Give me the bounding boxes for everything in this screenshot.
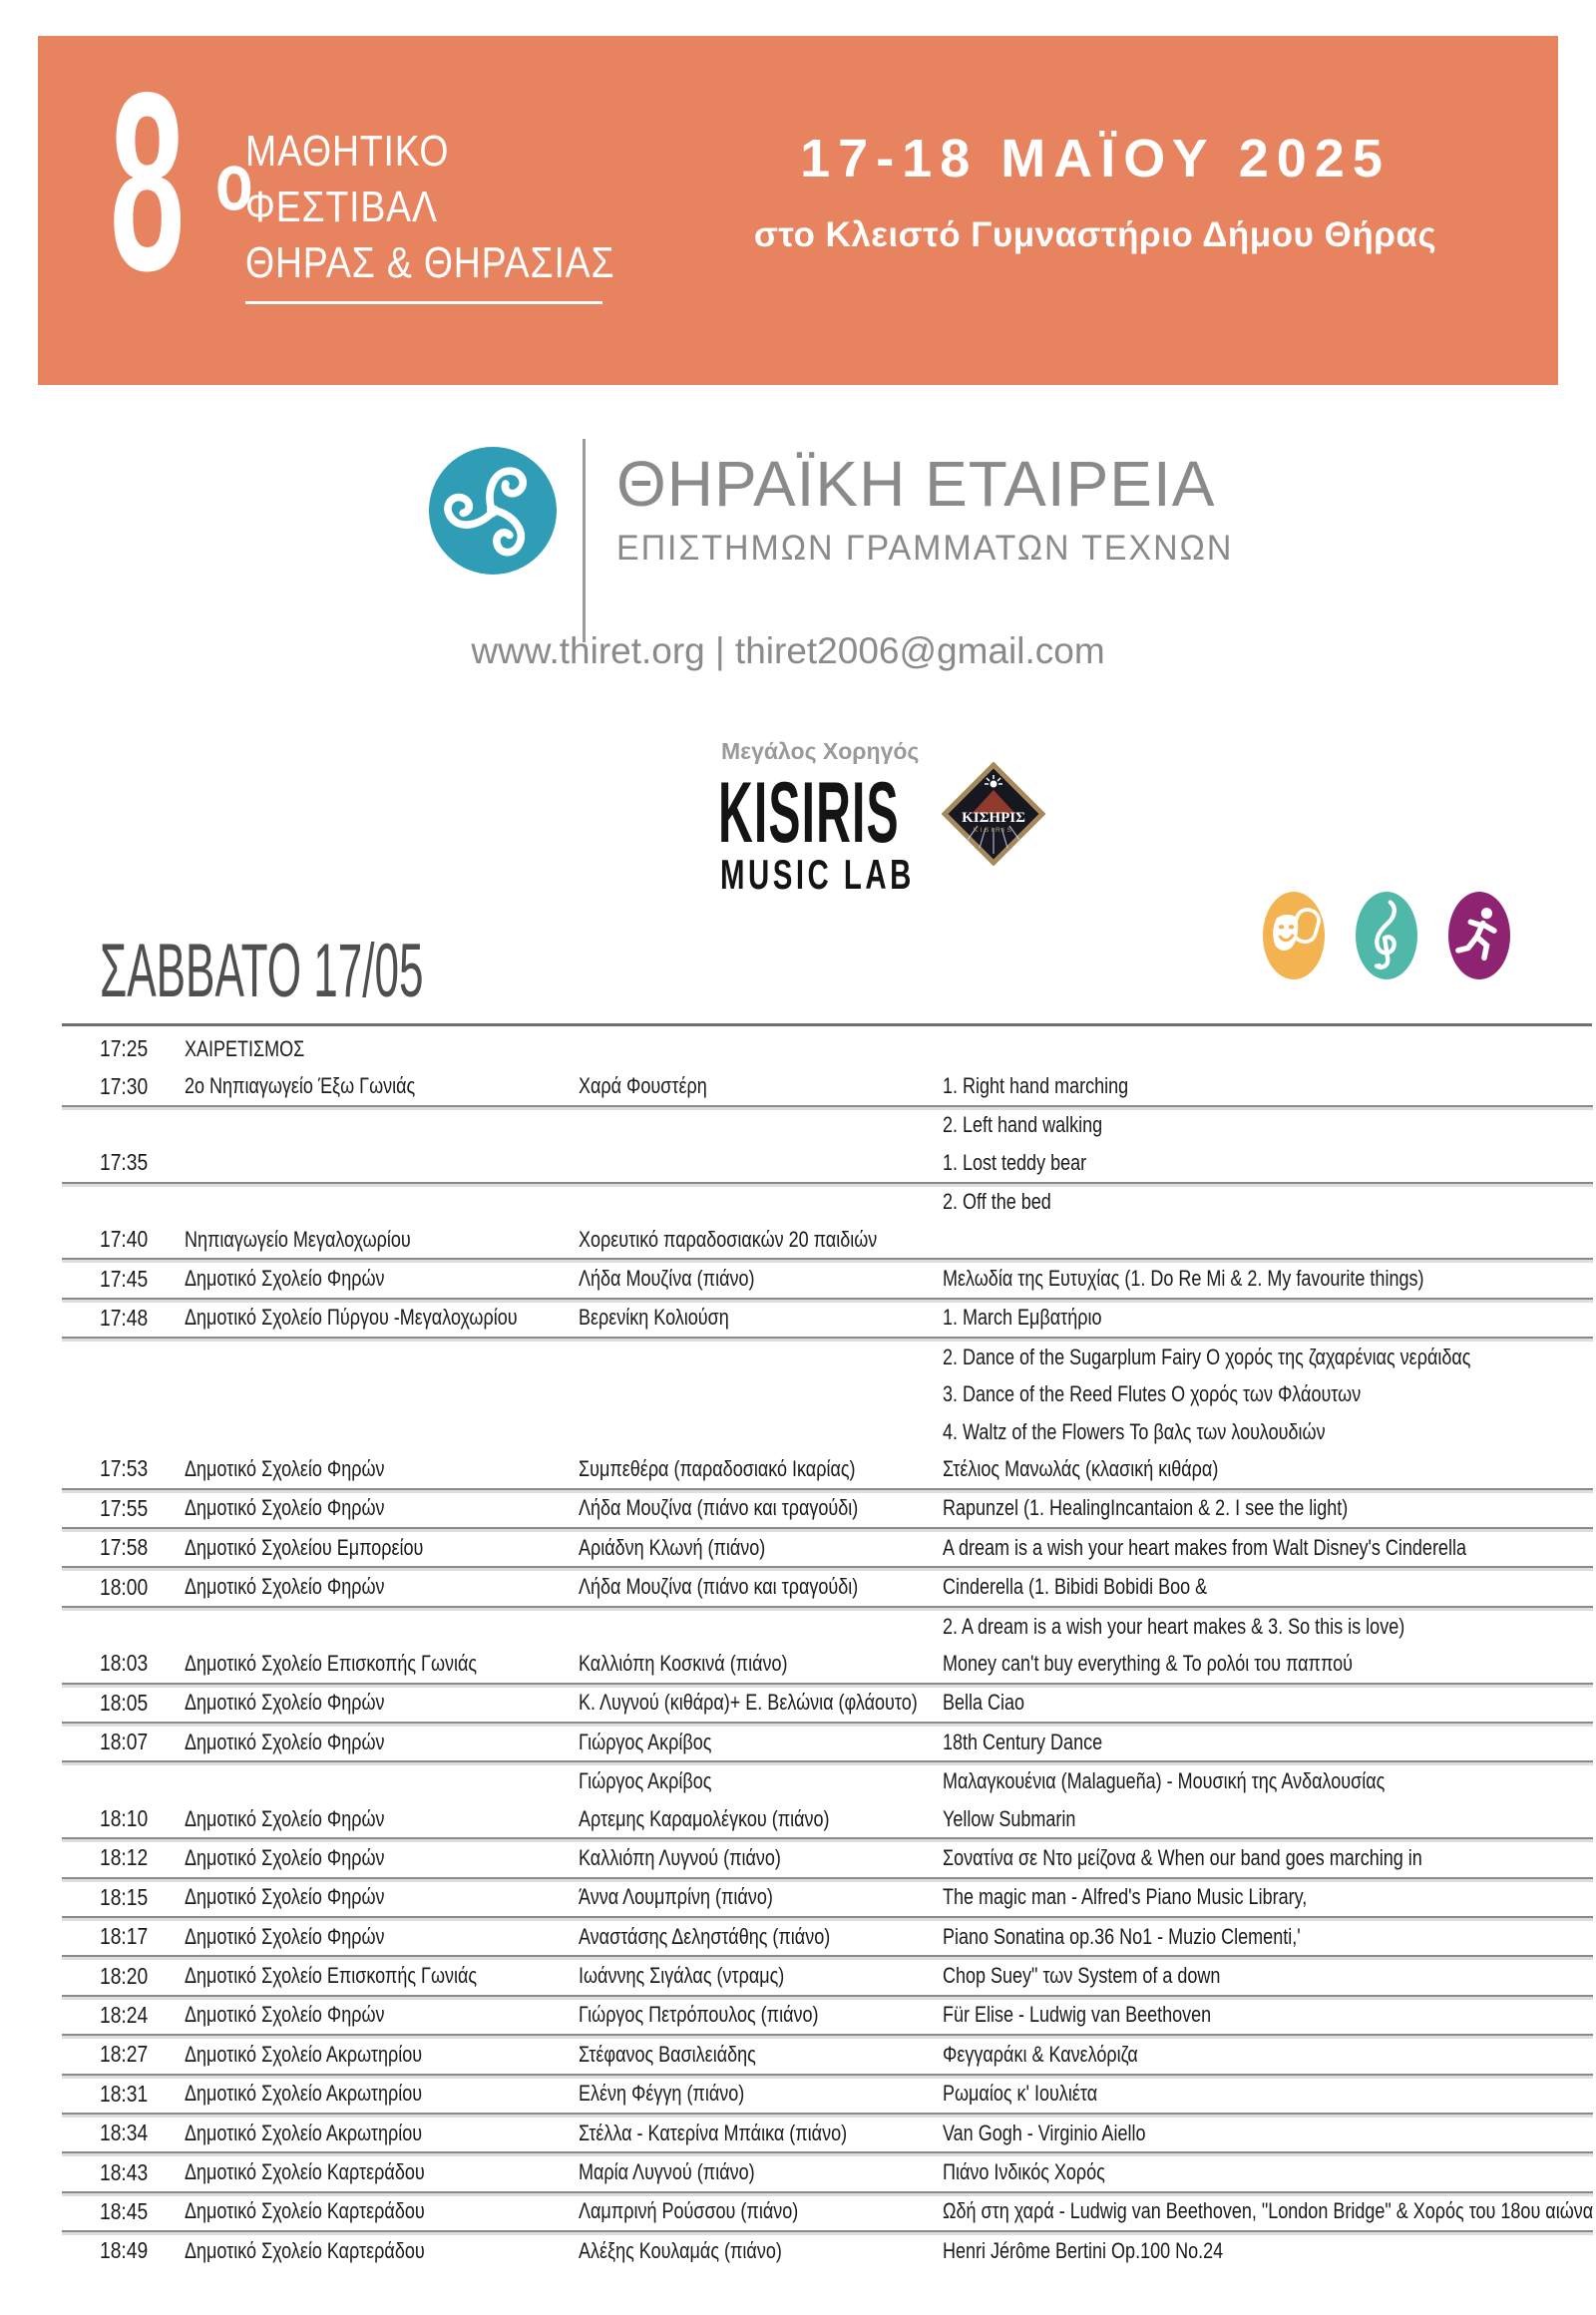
cell-school xyxy=(185,1423,579,1441)
cell-time xyxy=(62,1423,185,1441)
piece-text: Στέλιος Μανωλάς (κλασική κιθάρα) xyxy=(943,1455,1219,1481)
event-date: 17-18 ΜΑΪΟΥ 2025 xyxy=(800,129,1391,189)
cell-school xyxy=(185,2081,579,2107)
cell-performer xyxy=(579,1456,943,1482)
cell-school xyxy=(185,1349,579,1366)
cell-time xyxy=(62,1035,185,1062)
performer-text: Στέλλα - Κατερίνα Μπάικα (πιάνο) xyxy=(579,2120,848,2145)
cell-time xyxy=(62,1690,185,1717)
cell-piece xyxy=(943,1884,1593,1910)
table-row xyxy=(62,1413,1593,1450)
event-date-block xyxy=(696,128,1494,255)
cell-piece xyxy=(943,1150,1593,1176)
logo-divider xyxy=(583,439,586,642)
badge-latin-text: KISIRIS xyxy=(973,827,1014,834)
table-row xyxy=(62,1490,1593,1529)
time-text: 17:48 xyxy=(100,1304,149,1331)
time-text: 18:31 xyxy=(100,2080,149,2107)
school-text: Δημοτικό Σχολείο Καρτεράδου xyxy=(185,2198,425,2224)
cell-school xyxy=(185,1036,579,1062)
cell-school xyxy=(185,1154,579,1172)
school-text: Δημοτικό Σχολείο Φηρών xyxy=(185,2002,385,2028)
piece-text: Van Gogh - Virginio Aiello xyxy=(943,2120,1146,2145)
school-text: Δημοτικό Σχολείο Φηρών xyxy=(185,1455,385,1481)
cell-piece xyxy=(943,1845,1593,1871)
performer-text: Ιωάννης Σιγάλας (ντραμς) xyxy=(579,1963,785,1989)
piece-text: Bella Ciao xyxy=(943,1690,1025,1716)
cell-performer xyxy=(579,2042,943,2068)
treble-clef-icon xyxy=(1356,892,1417,979)
cell-performer xyxy=(579,1806,943,1832)
triskelion-logo-icon xyxy=(429,447,557,575)
cell-school xyxy=(185,2198,579,2224)
cell-time xyxy=(62,1650,185,1677)
cell-performer xyxy=(579,2238,943,2264)
cell-piece xyxy=(943,1690,1593,1716)
piece-text: Henri Jérôme Bertini Op.100 No.24 xyxy=(943,2237,1224,2263)
cell-school xyxy=(185,2002,579,2028)
cell-school xyxy=(185,1651,579,1677)
time-text: 18:05 xyxy=(100,1689,149,1716)
cell-time xyxy=(62,1116,185,1134)
cell-performer xyxy=(579,1349,943,1366)
table-row xyxy=(62,2153,1593,2192)
school-text: Δημοτικό Σχολείο Επισκοπής Γωνιάς xyxy=(185,1650,478,1676)
day-heading-rule xyxy=(62,1023,1592,1026)
time-text: 17:35 xyxy=(100,1149,149,1176)
time-text: 18:10 xyxy=(100,1805,149,1831)
school-text: Δημοτικό Σχολείο Ακρωτηρίου xyxy=(185,2041,423,2067)
piece-text: Chop Suey" των System of a down xyxy=(943,1963,1221,1989)
time-text: 18:07 xyxy=(100,1729,149,1755)
cell-performer xyxy=(579,2121,943,2146)
piece-text: 2. A dream is a wish your heart makes & 3. So this is love) xyxy=(943,1613,1405,1639)
table-row xyxy=(62,1685,1593,1724)
time-text: 17:45 xyxy=(100,1265,149,1292)
cell-time xyxy=(62,2041,185,2068)
piece-text: Σονατίνα σε Ντο μείζονα & When our band goes marching in xyxy=(943,1844,1422,1870)
table-row xyxy=(62,1608,1593,1645)
cell-piece xyxy=(943,2198,1596,2224)
table-row xyxy=(62,1300,1593,1339)
piece-text: The magic man - Alfred's Piano Music Library, xyxy=(943,1884,1308,1910)
cell-time xyxy=(62,1385,185,1403)
cell-time xyxy=(62,1534,185,1561)
school-text: Νηπιαγωγείο Μεγαλοχωρίου xyxy=(185,1226,411,1252)
table-row xyxy=(62,2036,1593,2075)
cell-performer xyxy=(579,1574,943,1600)
cell-school xyxy=(185,1305,579,1331)
cell-performer xyxy=(579,1768,943,1794)
cell-performer xyxy=(579,1924,943,1950)
school-text: Δημοτικό Σχολείο Καρτεράδου xyxy=(185,2237,425,2263)
table-row xyxy=(62,1645,1593,1684)
piece-text: 4. Waltz of the Flowers Το βαλς των λουλουδιών xyxy=(943,1418,1326,1444)
cell-time xyxy=(62,1266,185,1293)
table-row xyxy=(62,1529,1593,1568)
table-row xyxy=(62,1184,1593,1221)
cell-performer xyxy=(579,2002,943,2028)
time-text: 18:20 xyxy=(100,1962,149,1989)
time-text: 18:03 xyxy=(100,1650,149,1677)
organization-name: ΘΗΡΑΪΚΗ ΕΤΑΙΡΕΙΑ xyxy=(616,448,1216,520)
performer-text: Καλλιόπη Κοσκινά (πιάνο) xyxy=(579,1650,788,1676)
festival-title-line2: ΦΕΣΤΙΒΑΛ xyxy=(245,183,438,231)
time-text: 18:49 xyxy=(100,2237,149,2264)
time-text: 17:53 xyxy=(100,1455,149,1482)
table-row xyxy=(62,2076,1593,2115)
cell-performer xyxy=(579,1730,943,1755)
cell-piece xyxy=(943,1305,1593,1331)
cell-school xyxy=(185,1690,579,1716)
performer-text: Λήδα Μουζίνα (πιάνο και τραγούδι) xyxy=(579,1574,859,1600)
cell-time xyxy=(62,1149,185,1176)
cell-performer xyxy=(579,1040,943,1058)
table-row xyxy=(62,1376,1593,1413)
table-row xyxy=(62,1030,1593,1067)
cell-performer xyxy=(579,1618,943,1636)
performer-text: Γιώργος Ακρίβος xyxy=(579,1729,712,1754)
cell-performer xyxy=(579,1073,943,1099)
table-row xyxy=(62,1568,1593,1607)
badge-greek-text: ΚΙΣΗΡΙΣ xyxy=(962,810,1025,826)
school-text: Δημοτικό Σχολείο Ακρωτηρίου xyxy=(185,2120,423,2145)
cell-piece xyxy=(943,1924,1593,1950)
cell-piece xyxy=(943,1073,1593,1099)
cell-performer xyxy=(579,2081,943,2107)
cell-school xyxy=(185,1456,579,1482)
cell-piece xyxy=(943,1345,1596,1370)
cell-school xyxy=(185,2121,579,2146)
cell-time xyxy=(62,2120,185,2146)
cell-piece xyxy=(943,1189,1593,1215)
performer-text: Άννα Λουμπρίνη (πιάνο) xyxy=(579,1884,773,1910)
piece-text: A dream is a wish your heart makes from Walt Disney's Cinderella xyxy=(943,1534,1466,1560)
cell-piece xyxy=(943,1112,1593,1138)
cell-performer xyxy=(579,1385,943,1403)
cell-school xyxy=(185,1227,579,1253)
piece-text: 2. Off the bed xyxy=(943,1189,1051,1215)
cell-piece xyxy=(943,1419,1593,1445)
time-text: 18:24 xyxy=(100,2001,149,2028)
cell-performer xyxy=(579,1227,943,1253)
piece-text: Rapunzel (1. HealingIncantaion & 2. I see the light) xyxy=(943,1495,1349,1521)
performer-text: Στέφανος Βασιλειάδης xyxy=(579,2041,756,2067)
table-row xyxy=(62,2232,1593,2269)
cell-piece xyxy=(943,2238,1593,2264)
table-row xyxy=(62,1997,1593,2036)
piece-text: 18th Century Dance xyxy=(943,1729,1103,1754)
cell-piece xyxy=(943,2042,1593,2068)
table-row xyxy=(62,1918,1593,1957)
cell-school xyxy=(185,1845,579,1871)
table-row xyxy=(62,1450,1593,1489)
cell-time xyxy=(62,1844,185,1871)
cell-piece xyxy=(943,1614,1593,1640)
performer-text: Λήδα Μουζίνα (πιάνο και τραγούδι) xyxy=(579,1495,859,1521)
title-underline xyxy=(245,301,602,304)
cell-performer xyxy=(579,1305,943,1331)
cell-piece xyxy=(943,2121,1593,2146)
cell-performer xyxy=(579,1690,943,1716)
cell-performer xyxy=(579,1884,943,1910)
table-row xyxy=(62,1762,1593,1799)
school-text: Δημοτικό Σχολείο Φηρών xyxy=(185,1729,385,1754)
time-text: 17:25 xyxy=(100,1035,149,1062)
cell-school xyxy=(185,2042,579,2068)
festival-title xyxy=(245,124,614,291)
performer-text: Ελένη Φέγγη (πιάνο) xyxy=(579,2081,745,2107)
cell-school xyxy=(185,2159,579,2185)
school-text: Δημοτικό Σχολείο Επισκοπής Γωνιάς xyxy=(185,1963,478,1989)
cell-piece xyxy=(943,2002,1593,2028)
school-text: Δημοτικό Σχολείο Ακρωτηρίου xyxy=(185,2081,423,2107)
cell-school xyxy=(185,1073,579,1099)
cell-time xyxy=(62,1495,185,1522)
performer-text: Λήδα Μουζίνα (πιάνο) xyxy=(579,1266,755,1292)
piece-text: 1. Lost teddy bear xyxy=(943,1149,1087,1175)
school-text: Δημοτικό Σχολείο Φηρών xyxy=(185,1574,385,1600)
cell-performer xyxy=(579,1423,943,1441)
table-row xyxy=(62,2115,1593,2153)
cell-school xyxy=(185,1730,579,1755)
cell-piece xyxy=(943,1535,1596,1561)
cell-school xyxy=(185,1266,579,1292)
piece-text: Cinderella (1. Bibidi Bobidi Boo & xyxy=(943,1574,1208,1600)
cell-time xyxy=(62,2237,185,2264)
performer-text: Χαρά Φουστέρη xyxy=(579,1073,707,1099)
cell-piece xyxy=(943,2081,1593,2107)
kisiris-badge-icon xyxy=(942,762,1045,871)
time-text: 17:30 xyxy=(100,1072,149,1099)
table-row xyxy=(62,2193,1593,2232)
performer-text: Βερενίκη Κολιούση xyxy=(579,1305,729,1331)
school-text: Δημοτικό Σχολείο Φηρών xyxy=(185,1884,385,1910)
school-text: Δημοτικό Σχολείο Φηρών xyxy=(185,1690,385,1716)
cell-performer xyxy=(579,1154,943,1172)
piece-text: Yellow Submarin xyxy=(943,1805,1076,1831)
organization-subtitle: ΕΠΙΣΤΗΜΩΝ ΓΡΑΜΜΑΤΩΝ ΤΕΧΝΩΝ xyxy=(616,529,1234,568)
cell-time xyxy=(62,1349,185,1366)
piece-text: Μαλαγκουένια (Malagueña) - Μουσική της Ανδαλουσίας xyxy=(943,1768,1386,1794)
cell-piece xyxy=(943,1495,1593,1521)
school-text: ΧΑΙΡΕΤΙΣΜΟΣ xyxy=(185,1035,305,1061)
cell-time xyxy=(62,1305,185,1332)
cell-performer xyxy=(579,1116,943,1134)
school-text: Δημοτικό Σχολείο Φηρών xyxy=(185,1495,385,1521)
cell-performer xyxy=(579,1495,943,1521)
table-row xyxy=(62,1107,1593,1144)
time-text: 18:27 xyxy=(100,2041,149,2068)
cell-time xyxy=(62,1805,185,1832)
performer-text: Γιώργος Πετρόπουλος (πιάνο) xyxy=(579,2002,819,2028)
cell-time xyxy=(62,1618,185,1636)
cell-piece xyxy=(943,1963,1593,1989)
time-text: 18:00 xyxy=(100,1573,149,1600)
cell-school xyxy=(185,1884,579,1910)
edition-number: 8 xyxy=(110,40,186,324)
school-text: Δημοτικό Σχολείο Καρτεράδου xyxy=(185,2159,425,2185)
cell-school xyxy=(185,1495,579,1521)
piece-text: Μελωδία της Ευτυχίας (1. Do Re Mi & 2. My favourite things) xyxy=(943,1266,1424,1292)
cell-school xyxy=(185,1618,579,1636)
cell-time xyxy=(62,2159,185,2186)
performer-text: Μαρία Λυγνού (πιάνο) xyxy=(579,2159,755,2185)
cell-performer xyxy=(579,1651,943,1677)
cell-time xyxy=(62,1923,185,1950)
sponsor-brand-subtitle: MUSIC LAB xyxy=(720,851,915,898)
table-row xyxy=(62,1260,1593,1299)
cell-piece xyxy=(943,1040,1593,1058)
performer-text: Λαμπρινή Ρούσσου (πιάνο) xyxy=(579,2198,799,2224)
cell-time xyxy=(62,1729,185,1755)
cell-piece xyxy=(943,1231,1593,1249)
cell-piece xyxy=(943,1574,1593,1600)
cell-school xyxy=(185,2238,579,2264)
cell-piece xyxy=(943,1730,1593,1755)
performer-text: Αναστάσης Δεληστάθης (πιάνο) xyxy=(579,1923,831,1949)
performer-text: Αλέξης Κουλαμάς (πιάνο) xyxy=(579,2237,782,2263)
cell-school xyxy=(185,1193,579,1211)
time-text: 18:34 xyxy=(100,2120,149,2146)
cell-school xyxy=(185,1385,579,1403)
piece-text: Piano Sonatina op.36 No1 - Muzio Clementi,' xyxy=(943,1923,1301,1949)
piece-text: 2. Left hand walking xyxy=(943,1112,1103,1138)
school-text: Δημοτικό Σχολείο Πύργου -Μεγαλοχωρίου xyxy=(185,1305,518,1331)
piece-text: 2. Dance of the Sugarplum Fairy Ο χορός της ζαχαρένιας νεράιδας xyxy=(943,1344,1471,1369)
school-text: Δημοτικό Σχολείο Φηρών xyxy=(185,1844,385,1870)
performer-text: Αρτεμης Καραμολέγκου (πιάνο) xyxy=(579,1805,830,1831)
time-text: 17:58 xyxy=(100,1534,149,1561)
event-venue: στο Κλειστό Γυμναστήριο Δήμου Θήρας xyxy=(753,215,1437,254)
cell-time xyxy=(62,1073,185,1100)
table-row xyxy=(62,1800,1593,1839)
cell-performer xyxy=(579,2159,943,2185)
piece-text: Ρωμαίος κ' Ιουλιέτα xyxy=(943,2081,1098,2107)
cell-school xyxy=(185,1963,579,1989)
sponsor-label: Μεγάλος Χορηγός xyxy=(721,738,920,764)
piece-text: 1. Right hand marching xyxy=(943,1073,1129,1099)
day-heading: ΣΑΒΒΑΤΟ 17/05 xyxy=(100,929,424,1013)
performer-text: Γιώργος Ακρίβος xyxy=(579,1768,712,1794)
cell-performer xyxy=(579,2198,943,2224)
time-text: 17:40 xyxy=(100,1226,149,1253)
festival-title-line1: ΜΑΘΗΤΙΚΟ xyxy=(245,127,450,176)
schedule-table xyxy=(62,1030,1593,2270)
cell-time xyxy=(62,1772,185,1790)
time-text: 18:12 xyxy=(100,1844,149,1871)
sponsor-brand-name: KISIRIS xyxy=(718,765,900,861)
cell-piece xyxy=(943,1266,1593,1292)
cell-performer xyxy=(579,1193,943,1211)
piece-text: 1. March Εμβατήριο xyxy=(943,1305,1102,1331)
edition-ordinal: ο xyxy=(215,137,253,227)
piece-text: Πιάνο Ινδικός Χορός xyxy=(943,2159,1105,2185)
performer-text: Κ. Λυγνού (κιθάρα)+ Ε. Βελώνια (φλάουτο) xyxy=(579,1690,918,1716)
dancer-icon xyxy=(1448,892,1510,979)
table-row xyxy=(62,1724,1593,1762)
cell-performer xyxy=(579,1963,943,1989)
piece-text: Φεγγαράκι & Κανελόριζα xyxy=(943,2041,1138,2067)
cell-school xyxy=(185,1574,579,1600)
table-row xyxy=(62,1221,1593,1260)
cell-time xyxy=(62,2002,185,2029)
cell-time xyxy=(62,2198,185,2225)
cell-school xyxy=(185,1772,579,1790)
piece-text: Für Elise - Ludwig van Beethoven xyxy=(943,2002,1212,2028)
piece-text: 3. Dance of the Reed Flutes Ο χορός των Φλάουτων xyxy=(943,1381,1362,1407)
cell-piece xyxy=(943,1456,1593,1482)
performer-text: Συμπεθέρα (παραδοσιακό Ικαρίας) xyxy=(579,1455,856,1481)
cell-school xyxy=(185,1924,579,1950)
table-row xyxy=(62,1839,1593,1878)
time-text: 18:15 xyxy=(100,1883,149,1910)
school-text: Δημοτικό Σχολείου Εμπορείου xyxy=(185,1534,424,1560)
theater-masks-icon xyxy=(1263,892,1325,979)
cell-piece xyxy=(943,1806,1593,1832)
cell-piece xyxy=(943,2159,1593,2185)
festival-header-banner xyxy=(38,36,1558,385)
cell-piece xyxy=(943,1651,1593,1677)
table-row xyxy=(62,1144,1593,1183)
time-text: 17:55 xyxy=(100,1494,149,1521)
cell-time xyxy=(62,1193,185,1211)
table-row xyxy=(62,1879,1593,1918)
cell-performer xyxy=(579,1535,943,1561)
cell-school xyxy=(185,1806,579,1832)
time-text: 18:17 xyxy=(100,1923,149,1950)
cell-time xyxy=(62,1884,185,1911)
performer-text: Καλλιόπη Λυγνού (πιάνο) xyxy=(579,1844,781,1870)
cell-performer xyxy=(579,1845,943,1871)
piece-text: Ωδή στη χαρά - Ludwig van Beethoven, "London Bridge" & Χορός του 18ου αιώνα xyxy=(943,2198,1594,2224)
performer-text: Αριάδνη Κλωνή (πιάνο) xyxy=(579,1534,766,1560)
cell-piece xyxy=(943,1381,1593,1407)
cell-school xyxy=(185,1535,579,1561)
performer-text: Χορευτικό παραδοσιακών 20 παιδιών xyxy=(579,1226,878,1252)
organization-contact[interactable]: www.thiret.org | thiret2006@gmail.com xyxy=(471,630,1105,671)
school-text: Δημοτικό Σχολείο Φηρών xyxy=(185,1923,385,1949)
table-row xyxy=(62,1957,1593,1996)
cell-piece xyxy=(943,1768,1593,1794)
table-row xyxy=(62,1067,1593,1106)
school-text: Δημοτικό Σχολείο Φηρών xyxy=(185,1266,385,1292)
piece-text: Money can't buy everything & Το ρολόι του παππού xyxy=(943,1650,1353,1676)
festival-title-line3: ΘΗΡΑΣ & ΘΗΡΑΣΙΑΣ xyxy=(245,238,615,287)
time-text: 18:45 xyxy=(100,2197,149,2224)
time-text: 18:43 xyxy=(100,2158,149,2185)
school-text: 2ο Νηπιαγωγείο Έξω Γωνιάς xyxy=(185,1073,416,1099)
cell-school xyxy=(185,1116,579,1134)
cell-time xyxy=(62,1963,185,1990)
cell-performer xyxy=(579,1266,943,1292)
cell-time xyxy=(62,1226,185,1253)
table-row xyxy=(62,1339,1593,1375)
school-text: Δημοτικό Σχολείο Φηρών xyxy=(185,1805,385,1831)
cell-time xyxy=(62,1455,185,1482)
cell-time xyxy=(62,2081,185,2108)
cell-time xyxy=(62,1574,185,1601)
